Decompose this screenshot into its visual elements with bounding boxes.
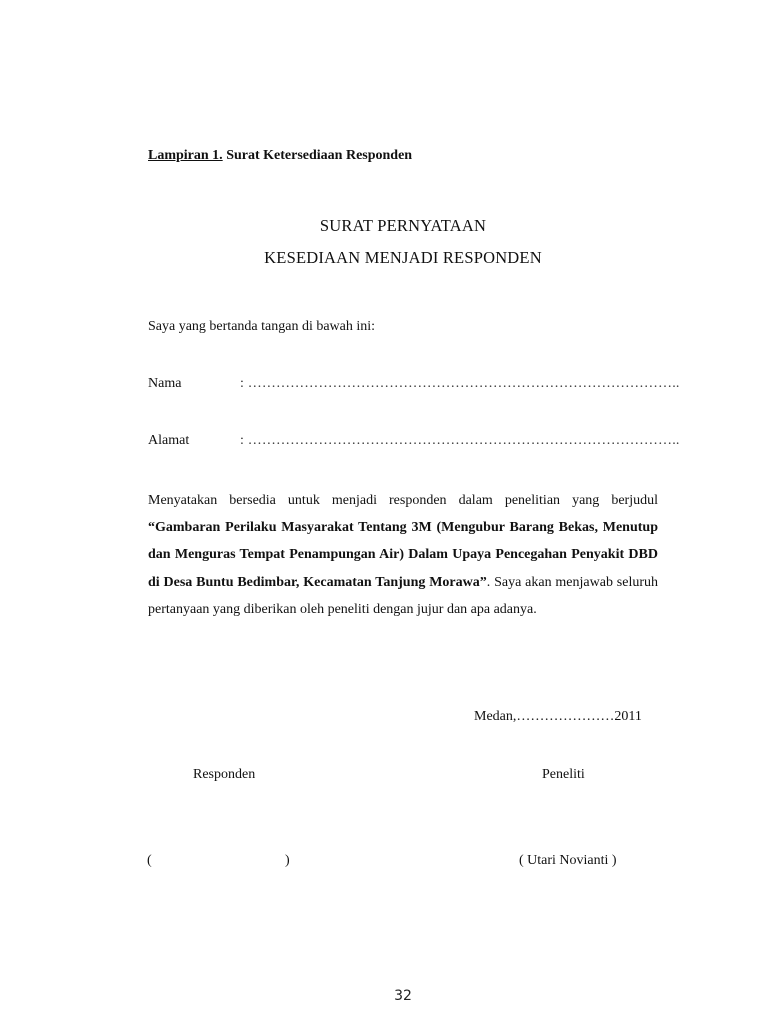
field-nama-label: Nama bbox=[148, 376, 182, 391]
field-alamat-label: Alamat bbox=[148, 433, 190, 448]
statement-tail: . Saya akan menjawab seluruh pertanyaan yang diberikan oleh peneliti dengan jujur dan apa adanya. bbox=[148, 574, 658, 617]
field-alamat-value: : ……………………………………………………………………………….. bbox=[240, 433, 680, 448]
appendix-heading bbox=[148, 148, 412, 164]
appendix-label: Lampiran 1. bbox=[148, 148, 223, 163]
statement-lead: Menyatakan bersedia untuk menjadi responden dalam penelitian yang berjudul bbox=[148, 493, 658, 508]
page-number: 32 bbox=[394, 988, 412, 1004]
signature-respondent-close-paren: ) bbox=[285, 853, 290, 868]
appendix-title: Surat Ketersediaan Responden bbox=[226, 148, 413, 163]
field-nama bbox=[148, 376, 680, 392]
document-title-line-1: SURAT PERNYATAAN bbox=[319, 216, 487, 235]
signature-respondent-open-paren: ( bbox=[147, 853, 152, 868]
statement-study-title: “Gambaran Perilaku Masyarakat Tentang 3M (Mengubur Barang Bekas, Menutup dan Menguras Tempat Penampungan Air) Dalam Upaya Pencegahan Penyakit DBD di Desa Buntu Bedimbar, Kecamatan Tanjung Morawa” bbox=[148, 520, 658, 590]
signature-researcher-label: Peneliti bbox=[542, 767, 585, 782]
field-nama-value: : ……………………………………………………………………………….. bbox=[240, 376, 680, 391]
intro-text: Saya yang bertanda tangan di bawah ini: bbox=[148, 319, 376, 334]
field-alamat bbox=[148, 433, 680, 449]
place-date: Medan,…………………2011 bbox=[474, 709, 642, 724]
document-title-line-2: KESEDIAAN MENJADI RESPONDEN bbox=[264, 248, 542, 267]
signature-respondent-label: Responden bbox=[193, 767, 256, 782]
signature-researcher-name: ( Utari Novianti ) bbox=[519, 853, 617, 868]
statement-paragraph bbox=[148, 487, 658, 623]
